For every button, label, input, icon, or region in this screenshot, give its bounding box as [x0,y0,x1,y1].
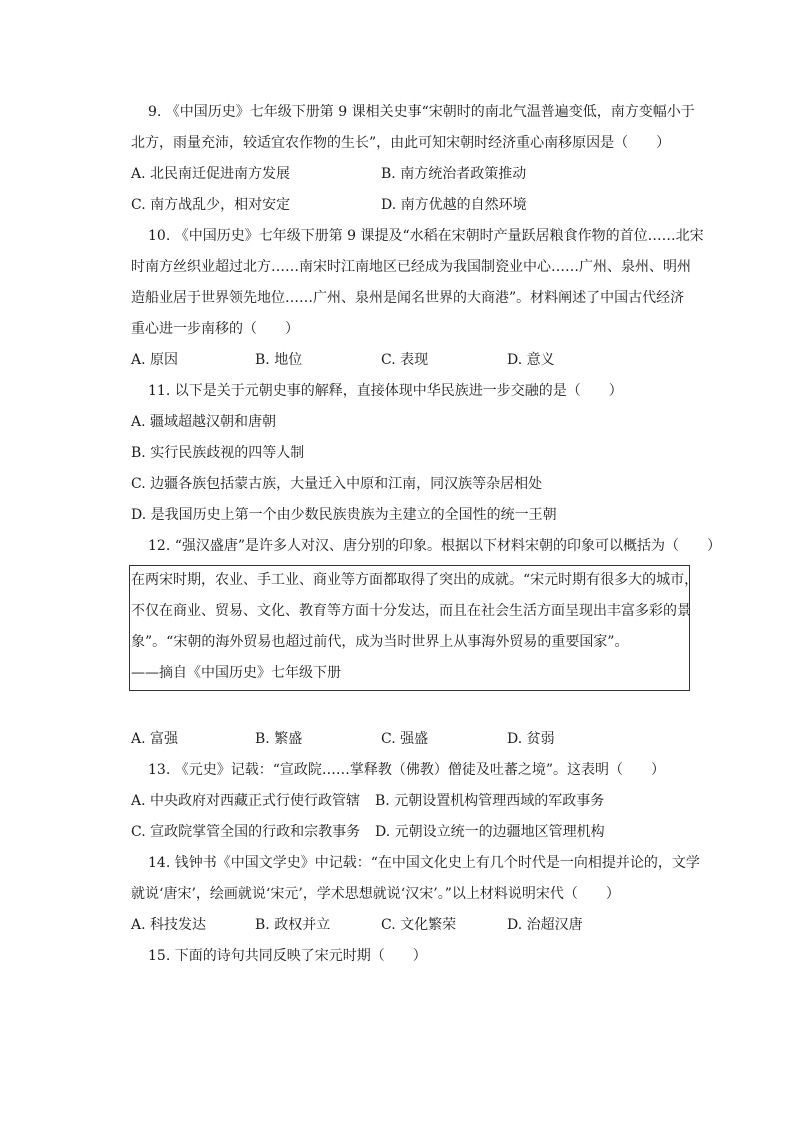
question-9-option-b[interactable]: B. 南方统治者政策推动 [381,166,527,182]
material-line-2: 不仅在商业、贸易、文化、教育等方面十分发达，而且在社会生活方面呈现出丰富多彩的景 [131,603,691,619]
question-10-option-b[interactable]: B. 地位 [255,352,303,368]
question-10-option-c[interactable]: C. 表现 [381,352,429,368]
question-13-option-b[interactable]: B. 元朝设置机构管理西域的军政事务 [375,793,605,809]
question-11-option-d[interactable]: D. 是我国历史上第一个由少数民族贵族为主建立的全国性的统一王朝 [131,507,557,523]
question-14-stem-line-2: 就说‘唐宋’，绘画就说‘宋元’，学术思想就说‘汉宋’。”以上材料说明宋代（ ） [131,886,620,902]
material-line-1: 在两宋时期，农业、手工业、商业等方面都取得了突出的成就。“宋元时期有很多大的城市， [131,572,699,588]
question-13-option-a[interactable]: A. 中央政府对西藏正式行使行政管辖 [131,793,361,809]
question-9-option-c[interactable]: C. 南方战乱少，相对安定 [131,197,291,213]
question-13-option-d[interactable]: D. 元朝设立统一的边疆地区管理机构 [375,824,605,840]
question-10-stem-line-3: 造船业居于世界领先地位……广州、泉州是闻名世界的大商港”。材料阐述了中国古代经济 [131,290,685,306]
question-13-option-c[interactable]: C. 宣政院掌管全国的行政和宗教事务 [131,824,361,840]
question-12-option-a[interactable]: A. 富强 [131,731,179,747]
question-12-stem: 12. “强汉盛唐”是许多人对汉、唐分别的印象。根据以下材料宋朝的印象可以概括为（ ） [148,538,722,554]
question-10-option-a[interactable]: A. 原因 [131,352,179,368]
question-13-stem: 13. 《元史》记载：“宣政院……掌释教（佛教）僧徒及吐蕃之境”。这表明（ ） [148,762,666,778]
question-10-stem-line-1: 10. 《中国历史》七年级下册第 9 课提及“水稻在宋朝时产量跃居粮食作物的首位……北宋 [148,228,704,244]
question-11-option-c[interactable]: C. 边疆各族包括蒙古族，大量迁入中原和江南，同汉族等杂居相处 [131,476,543,492]
question-14-stem-line-1: 14. 钱钟书《中国文学史》中记载：“在中国文化史上有几个时代是一向相提并论的，文学 [148,855,700,871]
question-10-stem-line-4: 重心进一步南移的（ ） [131,321,299,337]
question-14-option-d[interactable]: D. 治超汉唐 [507,917,583,933]
question-9-stem-line-2: 北方，雨量充沛，较适宜农作物的生长”，由此可知宋朝时经济重心南移原因是（ ） [131,135,671,151]
question-14-option-c[interactable]: C. 文化繁荣 [381,917,457,933]
question-12-option-d[interactable]: D. 贫弱 [507,731,555,747]
question-12-option-b[interactable]: B. 繁盛 [255,731,303,747]
material-line-3: 象”。“宋朝的海外贸易也超过前代，成为当时世界上从事海外贸易的重要国家”。 [131,634,629,650]
question-9-option-a[interactable]: A. 北民南迁促进南方发展 [131,166,291,182]
material-source: ——摘自《中国历史》七年级下册 [131,665,341,681]
material-box [129,565,699,691]
question-9-option-d[interactable]: D. 南方优越的自然环境 [381,197,527,213]
question-11-stem: 11. 以下是关于元朝史事的解释，直接体现中华民族进一步交融的是（ ） [148,383,623,399]
question-10-stem-line-2: 时南方丝织业超过北方……南宋时江南地区已经成为我国制瓷业中心……广州、泉州、明州 [131,259,691,275]
question-10-option-d[interactable]: D. 意义 [507,352,555,368]
question-15-stem: 15. 下面的诗句共同反映了宋元时期（ ） [148,948,427,964]
question-12-option-c[interactable]: C. 强盛 [381,731,429,747]
question-11-option-a[interactable]: A. 疆域超越汉朝和唐朝 [131,414,277,430]
question-9-stem-line-1: 9. 《中国历史》七年级下册第 9 课相关史事“宋朝时的南北气温普遍变低，南方变幅小于 [148,104,695,120]
question-14-option-b[interactable]: B. 政权并立 [255,917,331,933]
question-11-option-b[interactable]: B. 实行民族歧视的四等人制 [131,445,305,461]
question-14-option-a[interactable]: A. 科技发达 [131,917,207,933]
